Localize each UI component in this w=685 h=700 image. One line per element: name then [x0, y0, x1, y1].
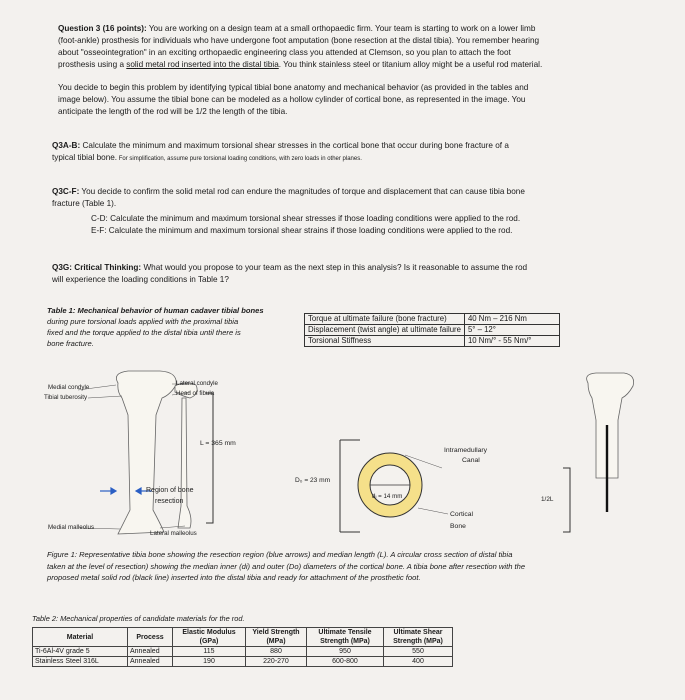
q3cf-text: You decide to confirm the solid metal rod can endure the magnitudes of torque and displacement that can cause tibia bone: [79, 187, 525, 196]
table2-header-material: Material: [33, 628, 128, 647]
q3ab-text: Calculate the minimum and maximum torsional shear stresses in the cortical bone that occur during bone fracture of a: [80, 141, 509, 150]
table1-label-torque: Torque at ultimate failure (bone fracture): [305, 314, 465, 325]
label-resection: resection: [155, 498, 184, 505]
question-cd: C-D: Calculate the minimum and maximum torsional shear stresses if those loading conditions were applied to the rod.: [91, 214, 521, 223]
figure1-caption-line-1: Figure 1: Representative tibia bone showing the resection region (blue arrows) and median length (L). A circular cross section of distal tibia: [47, 550, 513, 559]
table2-header-modulus: Elastic Modulus (GPa): [173, 628, 246, 647]
table-row: [33, 647, 453, 657]
label-outer-diameter: D₀ = 23 mm: [295, 477, 331, 484]
intro-line-2: (foot-ankle) prosthesis for individuals who have undergone foot amputation (bone resection at the distal tibia). You remember hearing: [58, 36, 540, 45]
figure1-caption-line-2: taken at the level of resection) showing the median inner (di) and outer (Do) diameters of the cortical bone. A tibia bone after resection with the: [47, 561, 526, 571]
rod-underline: solid metal rod inserted into the distal tibia: [126, 60, 279, 69]
label-lateral-condyle: Lateral condyle: [176, 380, 218, 387]
q3ab-text-2: typical tibial bone.: [52, 153, 118, 162]
label-cortical: Cortical: [450, 511, 474, 518]
label-inner-diameter: dᵢ = 14 mm: [372, 493, 403, 500]
table1-caption-line-3: fixed and the torque applied to the distal tibia until there is: [47, 328, 241, 337]
length-bracket: [206, 393, 213, 523]
intro-line-1: You are working on a design team at a small orthopaedic firm. Your team is starting to work on a lower limb: [146, 24, 536, 33]
q3ab-note: For simplification, assume pure torsional loading conditions, with zero loads in other planes.: [117, 156, 362, 162]
intro-line-4: prosthesis using a solid metal rod inserted into the distal tibia. You think stainless steel or titanium alloy might be a useful rod material.: [58, 60, 543, 69]
label-region: Region of bone: [146, 487, 194, 494]
q3g-label: Q3G: Critical Thinking:: [52, 263, 142, 272]
question-ef: E-F: Calculate the minimum and maximum torsional shear strains if those loading conditions were applied to the rod.: [91, 226, 513, 235]
label-lateral-malleolus: Lateral malleolus: [150, 530, 197, 537]
label-canal: Canal: [462, 457, 480, 464]
table1-caption-line-2: during pure torsional loads applied with the proximal tibia: [47, 317, 239, 326]
label-half-length: 1/2L: [541, 496, 554, 503]
table2: [32, 627, 453, 667]
table1-value-displacement: 5° – 12°: [464, 325, 559, 336]
table2-cell: 600-800: [307, 657, 384, 667]
figure1-caption-line-3: proposed metal solid rod (black line) inserted into the distal tibia and ready for attachment of the prosthetic foot.: [47, 573, 421, 582]
table2-cell: 190: [173, 657, 246, 667]
table1-caption-line-1: Table 1: Mechanical behavior of human cadaver tibial bones: [47, 306, 264, 315]
approach-line-1: You decide to begin this problem by identifying typical tibial bone anatomy and mechanical behavior (as provided in the tables and: [58, 83, 529, 92]
q3g-text-2: will experience the loading conditions in Table 1?: [52, 275, 229, 284]
figure1-caption: [47, 549, 679, 584]
table1-value-torque: 40 Nm – 216 Nm: [464, 314, 559, 325]
table2-header-uss: Ultimate Shear Strength (MPa): [384, 628, 453, 647]
table1-value-stiffness: 10 Nm/° - 55 Nm/°: [464, 336, 559, 347]
approach-line-2: image below). You assume the tibial bone can be modeled as a hollow cylinder of cortical bone, as represented in the image. You: [58, 95, 526, 104]
table2-cell: 550: [384, 647, 453, 657]
q3cf-text-2: fracture (Table 1).: [52, 199, 117, 208]
approach-line-3: anticipate the length of the rod will be 1/2 the length of the tibia.: [58, 107, 288, 116]
table1-label-displacement: Displacement (twist angle) at ultimate failure: [305, 325, 465, 336]
q3ab-label: Q3A-B:: [52, 141, 81, 150]
table2-cell: 220-270: [246, 657, 307, 667]
label-head-of-fibula: Head of fibula: [176, 390, 215, 397]
cross-section-drawing: [340, 440, 448, 532]
table1-label-stiffness: Torsional Stiffness: [305, 336, 465, 347]
table-row: [33, 657, 453, 667]
table2-cell: Annealed: [128, 647, 173, 657]
table2-header-process: Process: [128, 628, 173, 647]
table2-cell: 950: [307, 647, 384, 657]
table2-cell: Annealed: [128, 657, 173, 667]
label-medial-condyle: Medial condyle: [48, 384, 90, 391]
table2-cell: 115: [173, 647, 246, 657]
question-heading: Question 3 (16 points):: [58, 24, 147, 33]
table2-caption: Table 2: Mechanical properties of candidate materials for the rod.: [32, 614, 245, 623]
resected-tibia-drawing: [563, 373, 634, 532]
table2-header-uts: Ultimate Tensile Strength (MPa): [307, 628, 384, 647]
table1-caption-line-4: bone fracture.: [47, 339, 94, 348]
label-bone: Bone: [450, 523, 466, 530]
table2-header-row: [33, 628, 453, 647]
label-intramedullary: Intramedullary: [444, 447, 488, 454]
table2-cell: 880: [246, 647, 307, 657]
table2-header-yield: Yield Strength (MPa): [246, 628, 307, 647]
q3cf-label: Q3C-F:: [52, 187, 80, 196]
label-tibial-tuberosity: Tibial tuberosity: [44, 394, 88, 401]
q3g-text: What would you propose to your team as the next step in this analysis? Is it reasonable to assume the rod: [141, 263, 528, 272]
table2-cell: Stainless Steel 316L: [33, 657, 128, 667]
label-length: L = 365 mm: [200, 440, 236, 447]
label-medial-malleolus: Medial malleolus: [48, 524, 95, 531]
intro-line-3: about "osseointegration" in an exciting orthopaedic engineering class you attended at Clemson, so you plan to attach the foot: [58, 48, 511, 57]
table2-cell: Ti-6Al-4V grade 5: [33, 647, 128, 657]
table2-cell: 400: [384, 657, 453, 667]
